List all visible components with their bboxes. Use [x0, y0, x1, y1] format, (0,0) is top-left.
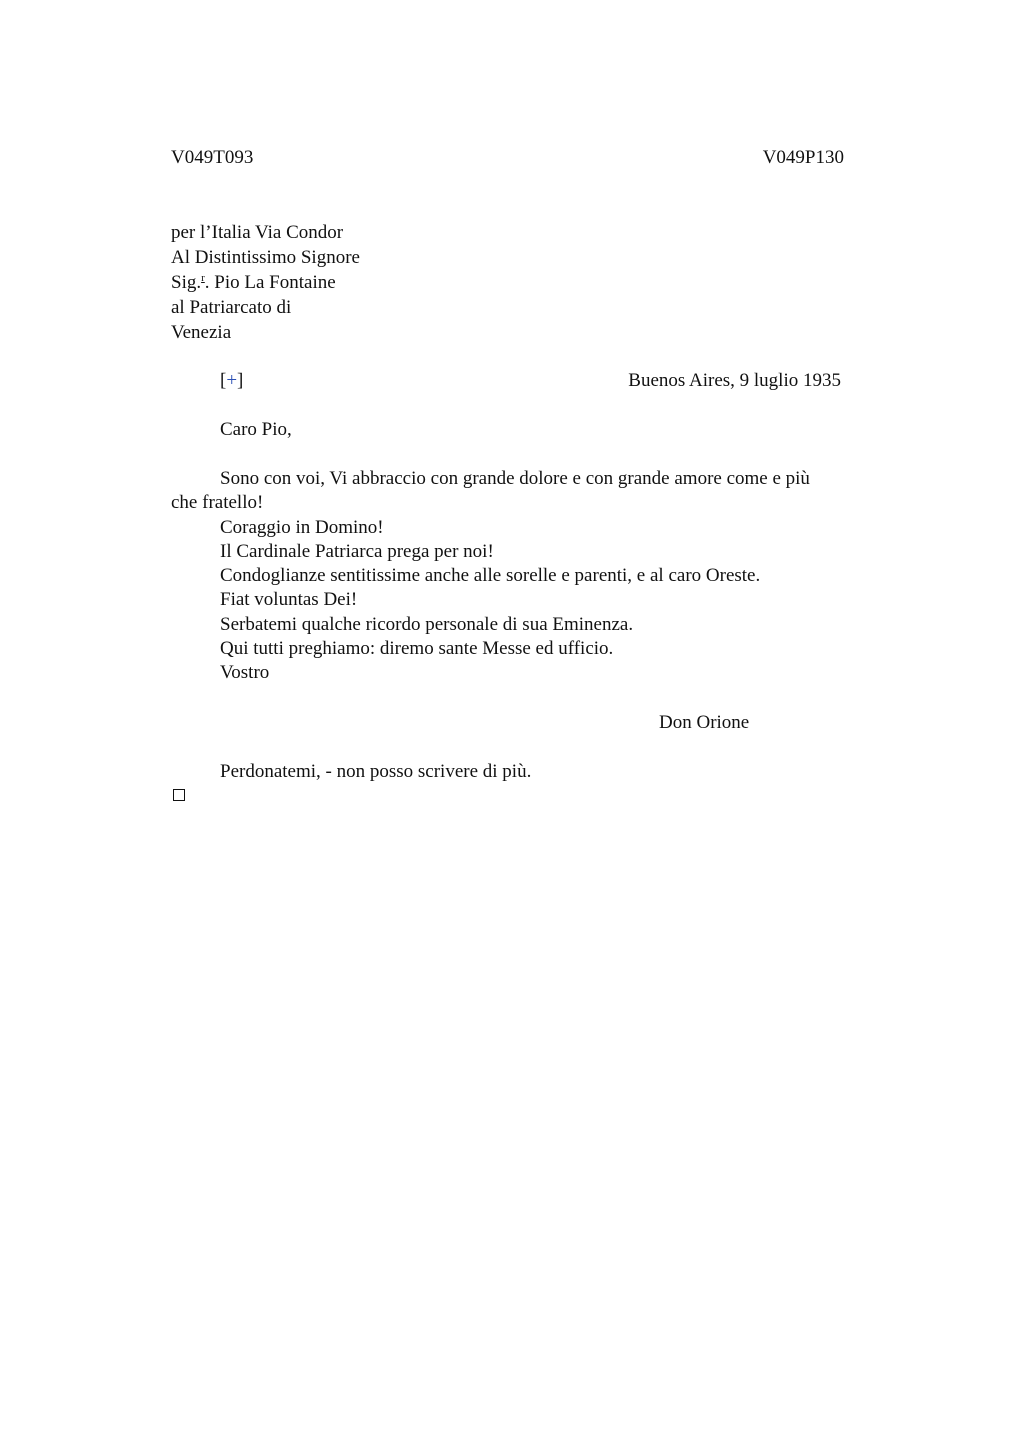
cross-mark — [220, 369, 243, 393]
body-paragraph: Sono con voi, Vi abbraccio con grande dolore e con grande amore come e più che fratello! — [171, 468, 810, 514]
address-line-1: per l’Italia Via Condor — [171, 222, 344, 243]
address-line-4: al Patriarcato di — [171, 297, 292, 318]
cross-close-bracket: ] — [237, 370, 244, 391]
address-line-3 — [171, 270, 360, 295]
address-line-2: Al Distintissimo Signore — [171, 247, 360, 268]
cross-icon: + — [226, 370, 238, 391]
address-line-5: Venezia — [171, 322, 232, 343]
address-title-superscript: r — [201, 272, 205, 284]
address-recipient-name: . Pio La Fontaine — [204, 272, 336, 293]
body-line: Qui tutti preghiamo: diremo sante Messe ed ufficio. — [220, 638, 614, 660]
body-line: Condoglianze sentitissime anche alle sorelle e parenti, e al caro Oreste. — [220, 565, 761, 587]
body-line: Il Cardinale Patriarca prega per noi! — [220, 540, 494, 562]
body-line: Fiat voluntas Dei! — [220, 589, 358, 611]
signature: Don Orione — [659, 712, 750, 733]
document-code-right: V049P130 — [762, 147, 844, 168]
address-block — [171, 220, 360, 345]
postscript: Perdonatemi, - non posso scrivere di più. — [220, 761, 532, 782]
place-date: Buenos Aires, 9 luglio 1935 — [628, 370, 841, 391]
letter-body — [171, 467, 831, 686]
address-title-prefix: Sig. — [171, 272, 202, 293]
salutation: Caro Pio, — [220, 419, 292, 440]
closing-line: Vostro — [220, 662, 270, 684]
end-of-document-box-icon — [173, 789, 185, 801]
cross-open-bracket: [ — [220, 370, 227, 391]
body-line: Coraggio in Domino! — [220, 516, 384, 538]
body-line: Serbatemi qualche ricordo personale di sua Eminenza. — [220, 613, 634, 635]
document-code-left: V049T093 — [171, 147, 254, 168]
